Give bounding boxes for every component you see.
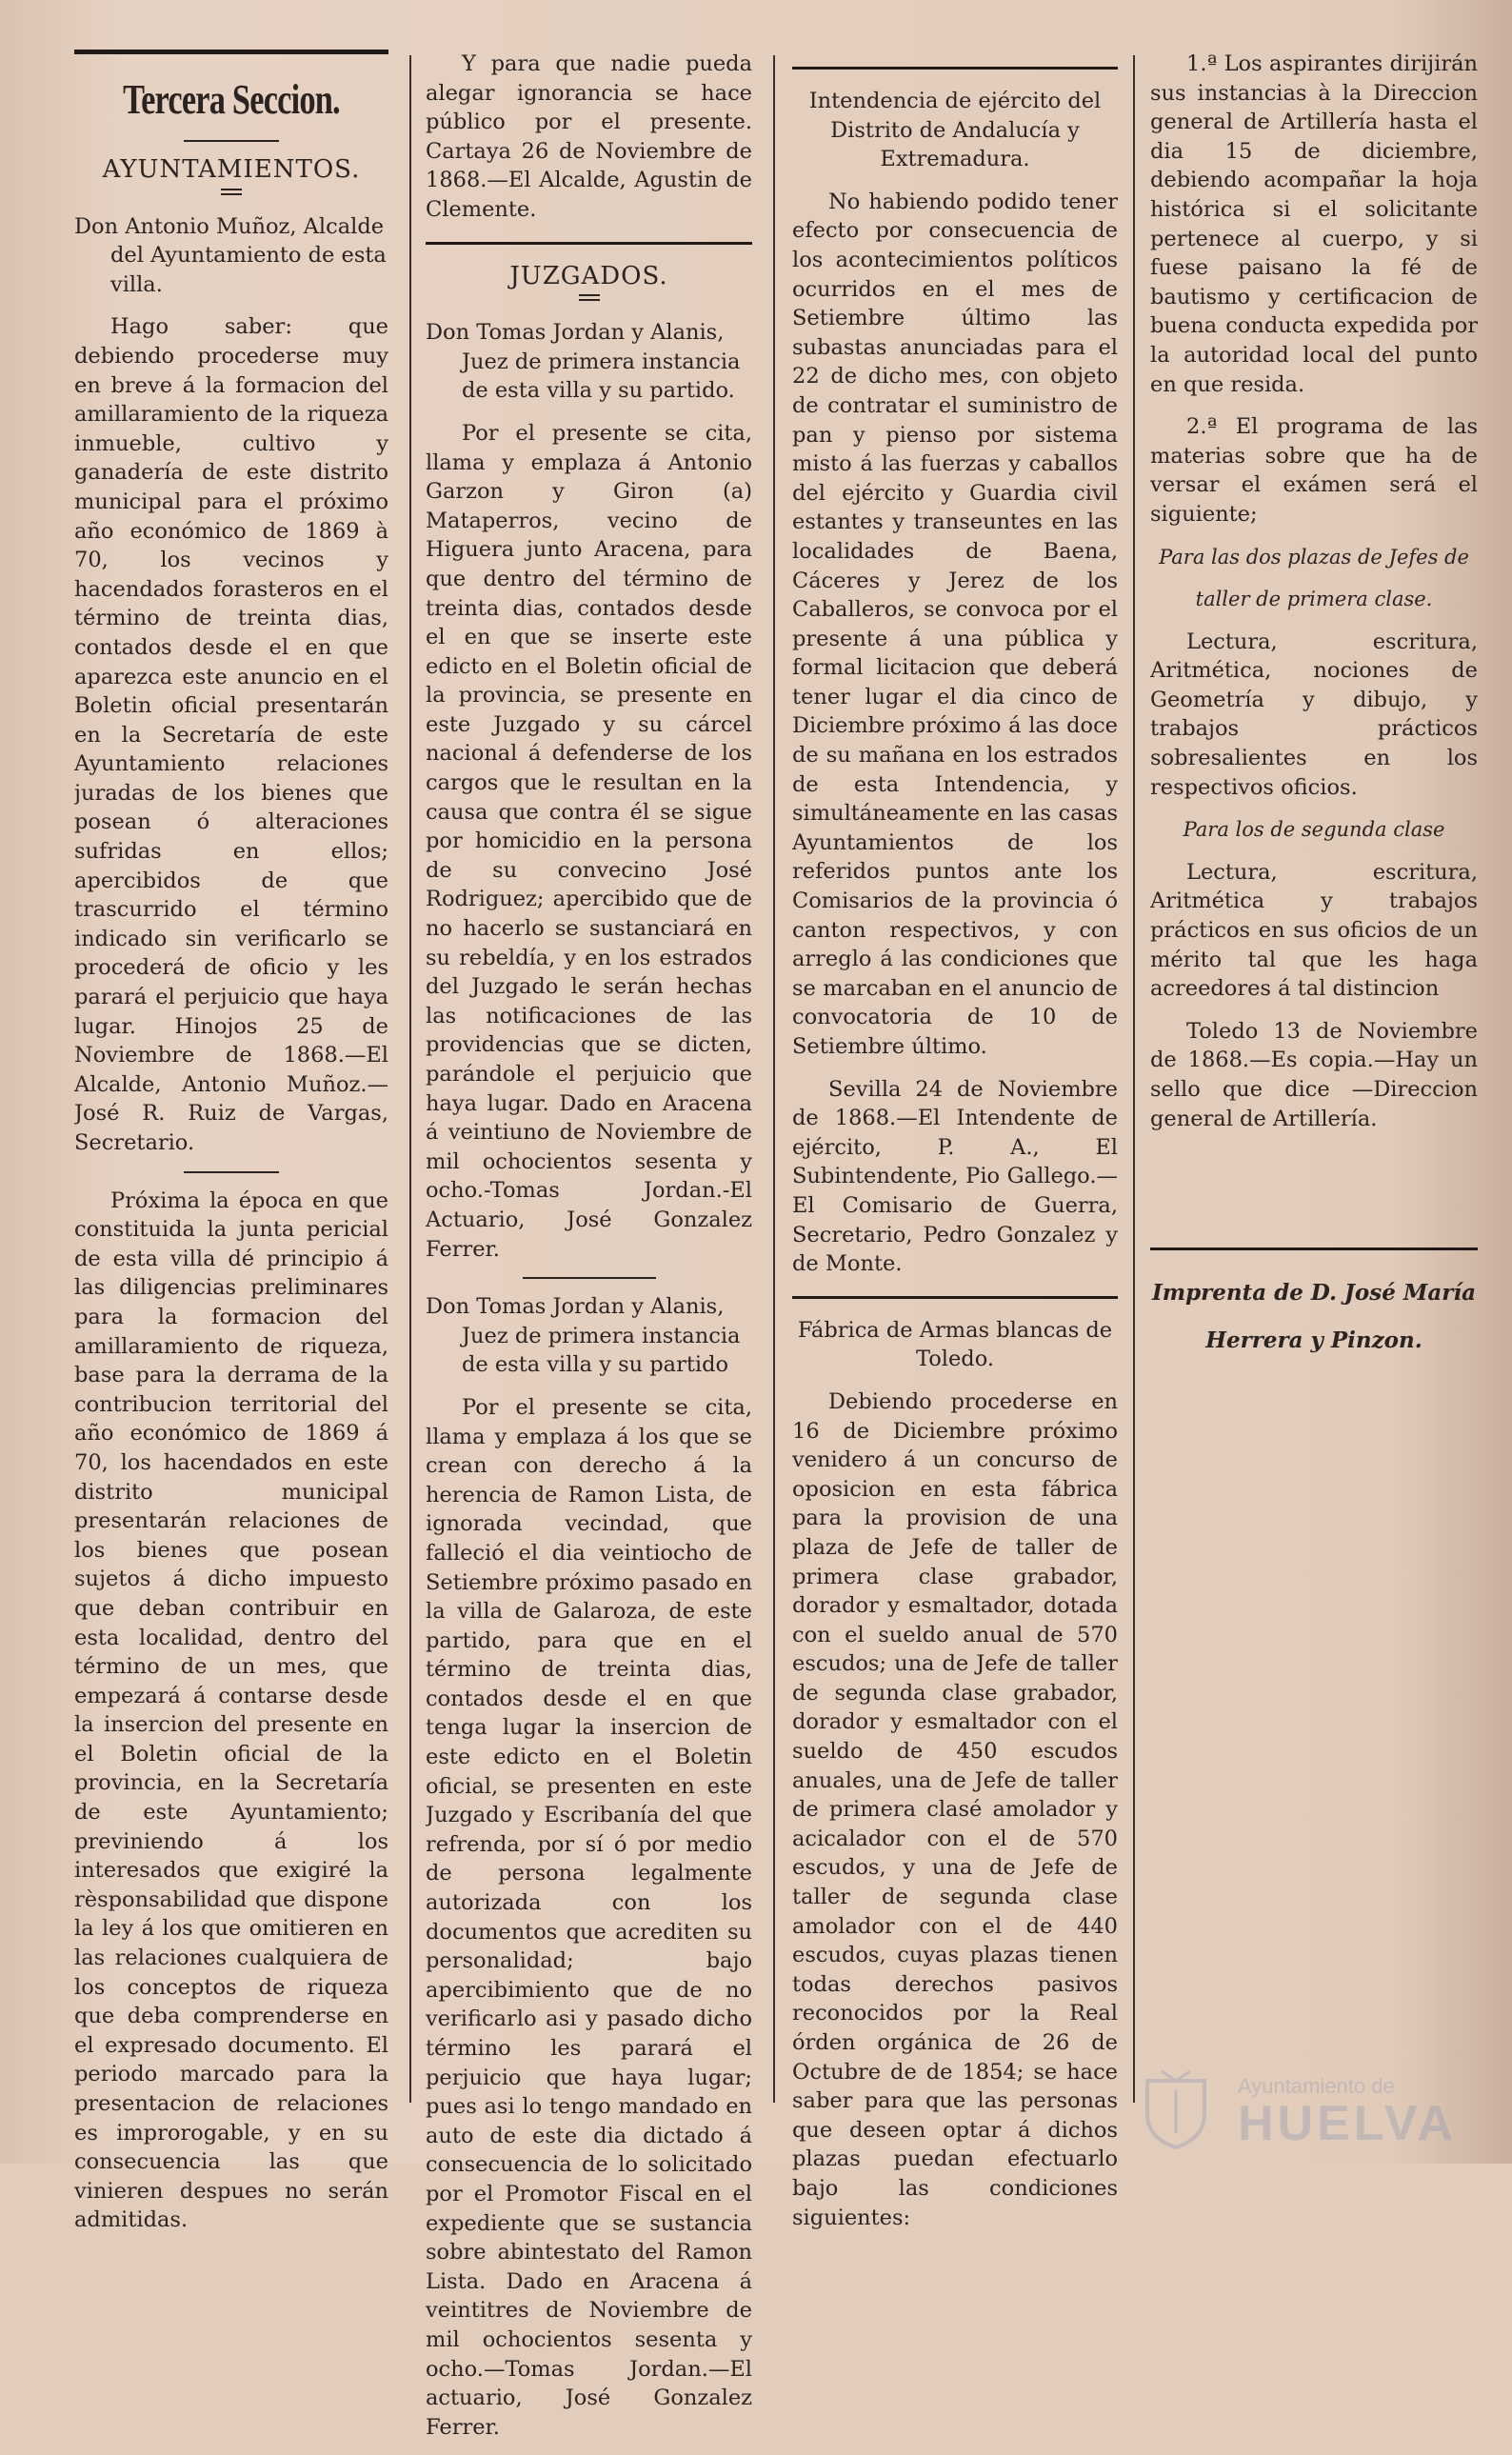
ayuntamientos-heading: AYUNTAMIENTOS. bbox=[102, 155, 361, 184]
juzgados-official-2: Don Tomas Jordan y Alanis, Juez de primera instancia de esta villa y su partido bbox=[426, 1294, 741, 1378]
divider bbox=[184, 1171, 279, 1173]
column-divider bbox=[409, 55, 411, 2103]
watermark-line-2: HUELVA bbox=[1238, 2096, 1458, 2151]
column-divider bbox=[773, 55, 775, 2103]
ayuntamientos-paragraph-3: Y para que nadie pueda alegar ignorancia se hace público por el presente. Cartaya 26 de Noviembre de 1868.—El Alcalde, Agustin de Clemente. bbox=[426, 51, 752, 222]
section-rule bbox=[426, 242, 752, 245]
intendencia-paragraph-1: No habiendo podido tener efecto por consecuencia de los acontecimientos políticos ocurridos en el mes de Setiembre último las subastas anunciadas para el 22 de dicho mes, con objeto de contratar el suministro de pan y pienso por sistema misto á las fuerzas y caballos del ejército y Guardia civil estantes y transeuntes en las localidades de Baena, Cáceres y Jerez de los Caballeros, se convoca por el presente á una pública y formal licitacion que deberá tener lugar el dia cinco de Diciembre próximo á las doce de su mañana en los estrados de esta Intendencia, y simultáneamente en las casas Ayuntamientos de los referidos puntos ante los Comisarios de la provincia ó canton respectivos, y con arreglo á las condiciones que se marcaban en el anuncio de convocatoria de 10 de Setiembre último. bbox=[792, 189, 1118, 1059]
fabrica-heading: Fábrica de Armas blancas de Toledo. bbox=[797, 1317, 1113, 1372]
column-3 bbox=[792, 50, 1118, 2245]
double-dash bbox=[221, 189, 242, 195]
juzgados-official-1: Don Tomas Jordan y Alanis, Juez de primera instancia de esta villa y su partido. bbox=[426, 320, 741, 404]
shield-logo-icon bbox=[1133, 2066, 1219, 2152]
section-rule bbox=[1150, 1247, 1478, 1250]
section-rule bbox=[792, 1296, 1118, 1299]
fabrica-subheading-2: Para los de segunda clase bbox=[1183, 818, 1445, 842]
fabrica-subheading-1b: taller de primera clase. bbox=[1195, 588, 1433, 611]
column-2 bbox=[426, 50, 752, 2455]
column-divider bbox=[1133, 55, 1135, 2103]
fabrica-closing: Toledo 13 de Noviembre de 1868.—Es copia.—Hay un sello que dice —Direccion general de Artillería. bbox=[1150, 1018, 1478, 1131]
column-4 bbox=[1150, 50, 1478, 1365]
fabrica-condition-2: 2.ª El programa de las materias sobre que ha de versar el exámen será el siguiente; bbox=[1150, 414, 1478, 527]
column-1 bbox=[74, 50, 388, 2248]
double-dash bbox=[579, 294, 600, 301]
imprint-line-2: Herrera y Pinzon. bbox=[1205, 1327, 1422, 1354]
intendencia-paragraph-2: Sevilla 24 de Noviembre de 1868.—El Intendente de ejército, P. A., El Subintendente, Pio Gallego.—El Comisario de Guerra, Secretario, Pedro Gonzalez y de Monte. bbox=[792, 1076, 1118, 1277]
ayuntamientos-official: Don Antonio Muñoz, Alcalde del Ayuntamiento de esta villa. bbox=[74, 213, 387, 297]
imprint-line-1: Imprenta de D. José María bbox=[1152, 1280, 1476, 1307]
fabrica-subjects-2: Lectura, escritura, Aritmética y trabajos prácticos en sus oficios de un mérito tal que les haga acreedores á tal distincion bbox=[1150, 859, 1478, 1002]
fabrica-condition-1: 1.ª Los aspirantes dirijirán sus instancias à la Direccion general de Artillería hasta el dia 15 de diciembre, debiendo acompañar la hoja histórica si el solicitante pertenece al cuerpo, y si fuese paisano la fé de bautismo y certificacion de buena conducta expedida por la autoridad local del punto en que resida. bbox=[1150, 51, 1478, 397]
divider bbox=[184, 140, 279, 142]
ayuntamientos-paragraph-2: Próxima la época en que constituida la junta pericial de esta villa dé principio á las diligencias preliminares para la formacion del amillaramiento de riqueza, base para la derrama de la contribucion territorial del año económico de 1869 á 70, los hacendados en este distrito municipal presentarán relaciones de los bienes que posean sujetos á dicho impuesto que deban contribuir en esta localidad, dentro del término de un mes, que empezará á contarse desde la insercion del presente en el Boletin oficial de la provincia, en la Secretaría de este Ayuntamiento; previniendo á los interesados que exigiré la rèsponsabilidad que dispone la ley á los que omitieren en las relaciones cualquiera de los conceptos de riqueza que deba comprenderse en el expresado documento. El periodo marcado para la presentacion de relaciones es improrogable, y en su consecuencia las que vinieren despues no serán admitidas. bbox=[74, 1188, 388, 2233]
watermark-line-1: Ayuntamiento de bbox=[1238, 2074, 1395, 2098]
fabrica-subjects-1: Lectura, escritura, Aritmética, nociones de Geometría y dibujo, y trabajos prácticos sobresalientes en los respectivos oficios. bbox=[1150, 629, 1478, 800]
fabrica-paragraph-1: Debiendo procederse en 16 de Diciembre próximo venidero á un concurso de oposicion en esta fábrica para la provision de una plaza de Jefe de taller de primera clase grabador, dorador y esmaltador, dotada con el sueldo anual de 570 escudos; una de Jefe de taller de segunda clase grabador, dorador y esmaltador con el sueldo de 450 escudos anuales, una de Jefe de taller de primera clasé amolador y acicalador con el de 570 escudos, y una de Jefe de taller de segunda clase amolador con el de 440 escudos, cuyas plazas tienen todas derechos pasivos reconocidos por la Real órden orgánica de 26 de Octubre de de 1854; se hace saber para que las personas que deseen optar á dichos plazas puedan efectuarlo bajo las condiciones siguientes: bbox=[792, 1388, 1118, 2230]
fabrica-subheading-1a: Para las dos plazas de Jefes de bbox=[1159, 545, 1469, 569]
juzgados-paragraph-1: Por el presente se cita, llama y emplaza á Antonio Garzon y Giron (a) Mataperros, vecino de Higuera junto Aracena, para que dentro del término de treinta dias, contados desde el en que se inserte este edicto en el Boletin oficial de la provincia, se presente en este Juzgado y su cárcel nacional á defenderse de los cargos que le resultan en la causa que contra él se sigue por homicidio en la persona de su convecino José Rodriguez; apercibido que de no hacerlo se sustanciará en su rebeldía, y en los estrados del Juzgado le serán hechas las notificaciones de las providencias que se dicten, parándole el perjuicio que haya lugar. Dado en Aracena á veintiuno de Noviembre de mil ochocientos sesenta y ocho.-Tomas Jordan.-El Actuario, José Gonzalez Ferrer. bbox=[426, 420, 752, 1262]
ayuntamientos-paragraph-1: Hago saber: que debiendo procederse muy en breve á la formacion del amillaramiento de la riqueza inmueble, cultivo y ganadería de este distrito municipal para el próximo año económico de 1869 à 70, los vecinos y hacendados forasteros en el término de treinta dias, contados desde el en que aparezca este anuncio en el Boletin oficial presentarán en la Secretaría de este Ayuntamiento relaciones juradas de los bienes que posean ó alteraciones sufridas en ellos; apercibidos de que trascurrido el término indicado sin verificarlo se procederá de oficio y les parará el perjuicio que haya lugar. Hinojos 25 de Noviembre de 1868.—El Alcalde, Antonio Muñoz.—José R. Ruiz de Vargas, Secretario. bbox=[74, 314, 388, 1155]
intendencia-heading: Intendencia de ejército del Distrito de Andalucía y Extremadura. bbox=[808, 89, 1102, 172]
archive-watermark bbox=[1124, 2066, 1485, 2152]
juzgados-heading: JUZGADOS. bbox=[509, 261, 668, 290]
imprint bbox=[1150, 1269, 1478, 1365]
juzgados-paragraph-2: Por el presente se cita, llama y emplaza á los que se crean con derecho á la herencia de Ramon Lista, de ignorada vecindad, que falleció el dia veintiocho de Setiembre próximo pasado en la villa de Galaroza, de este partido, para que en el término de treinta dias, contados desde el en que tenga lugar la insercion de este edicto en el Boletin oficial, se presenten en este Juzgado y Escribanía del que refrenda, por sí ó por medio de persona legalmente autorizada con los documentos que acrediten su personalidad; bajo apercibimiento que de no verificarlo asi y pasado dicho término les parará el perjuicio que haya lugar; pues asi lo tengo mandado en auto de este dia dictado á consecuencia de lo solicitado por el Promotor Fiscal en el expediente que se sustancia sobre abintestato del Ramon Lista. Dado en Aracena á veintitres de Noviembre de mil ochocientos sesenta y ocho.—Tomas Jordan.—El actuario, José Gonzalez Ferrer. bbox=[426, 1394, 752, 2440]
section-rule bbox=[792, 67, 1118, 70]
divider bbox=[523, 1277, 656, 1279]
section-title: Tercera Seccion. bbox=[123, 76, 340, 123]
top-rule bbox=[74, 50, 388, 54]
